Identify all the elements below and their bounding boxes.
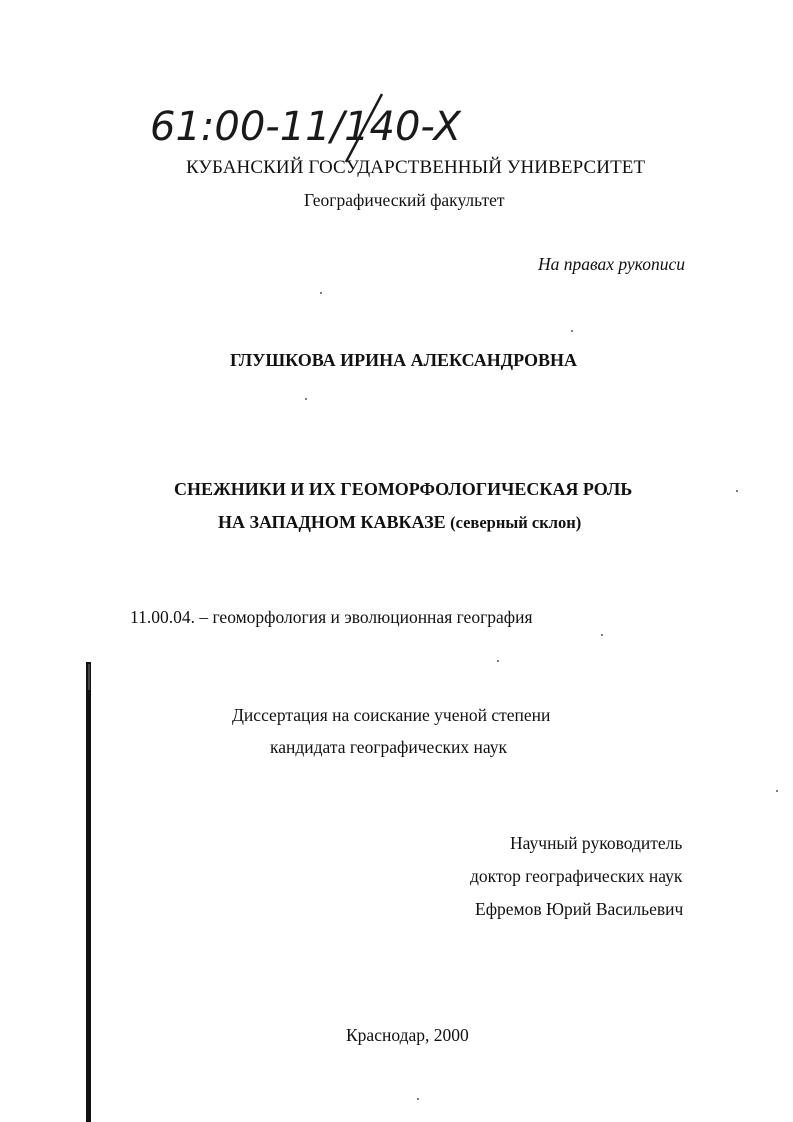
scan-speck — [320, 292, 322, 294]
supervisor-degree: доктор географических наук — [470, 866, 683, 886]
scan-speck — [601, 634, 603, 636]
faculty-name: Географический факультет — [304, 190, 505, 210]
scan-binding-edge — [86, 662, 91, 1122]
scan-speck — [497, 660, 499, 662]
author-name: ГЛУШКОВА ИРИНА АЛЕКСАНДРОВНА — [230, 350, 578, 370]
scan-speck — [571, 330, 573, 332]
handwritten-code-text: 61:00-11/140-X — [150, 104, 461, 150]
thesis-title-line-2 — [218, 512, 581, 533]
dissertation-purpose-line-2: кандидата географических наук — [270, 737, 507, 757]
scan-speck — [417, 1098, 419, 1100]
supervisor-role: Научный руководитель — [510, 833, 683, 853]
supervisor-name: Ефремов Юрий Васильевич — [475, 899, 684, 919]
manuscript-rights-note: На правах рукописи — [538, 254, 685, 274]
thesis-title-subtitle: (северный склон) — [450, 513, 582, 532]
specialty-code: 11.00.04. – геоморфология и эволюционная география — [130, 607, 533, 627]
scan-binding-edge-top — [88, 664, 90, 690]
scan-speck — [776, 790, 778, 792]
scan-speck — [736, 490, 738, 492]
city-and-year: Краснодар, 2000 — [346, 1025, 469, 1045]
scan-speck — [305, 398, 307, 400]
thesis-title-line-1: СНЕЖНИКИ И ИХ ГЕОМОРФОЛОГИЧЕСКАЯ РОЛЬ — [174, 479, 633, 499]
university-name: КУБАНСКИЙ ГОСУДАРСТВЕННЫЙ УНИВЕРСИТЕТ — [186, 157, 646, 178]
dissertation-purpose-line-1: Диссертация на соискание ученой степени — [232, 705, 551, 725]
thesis-title-region: НА ЗАПАДНОМ КАВКАЗЕ — [218, 512, 446, 532]
